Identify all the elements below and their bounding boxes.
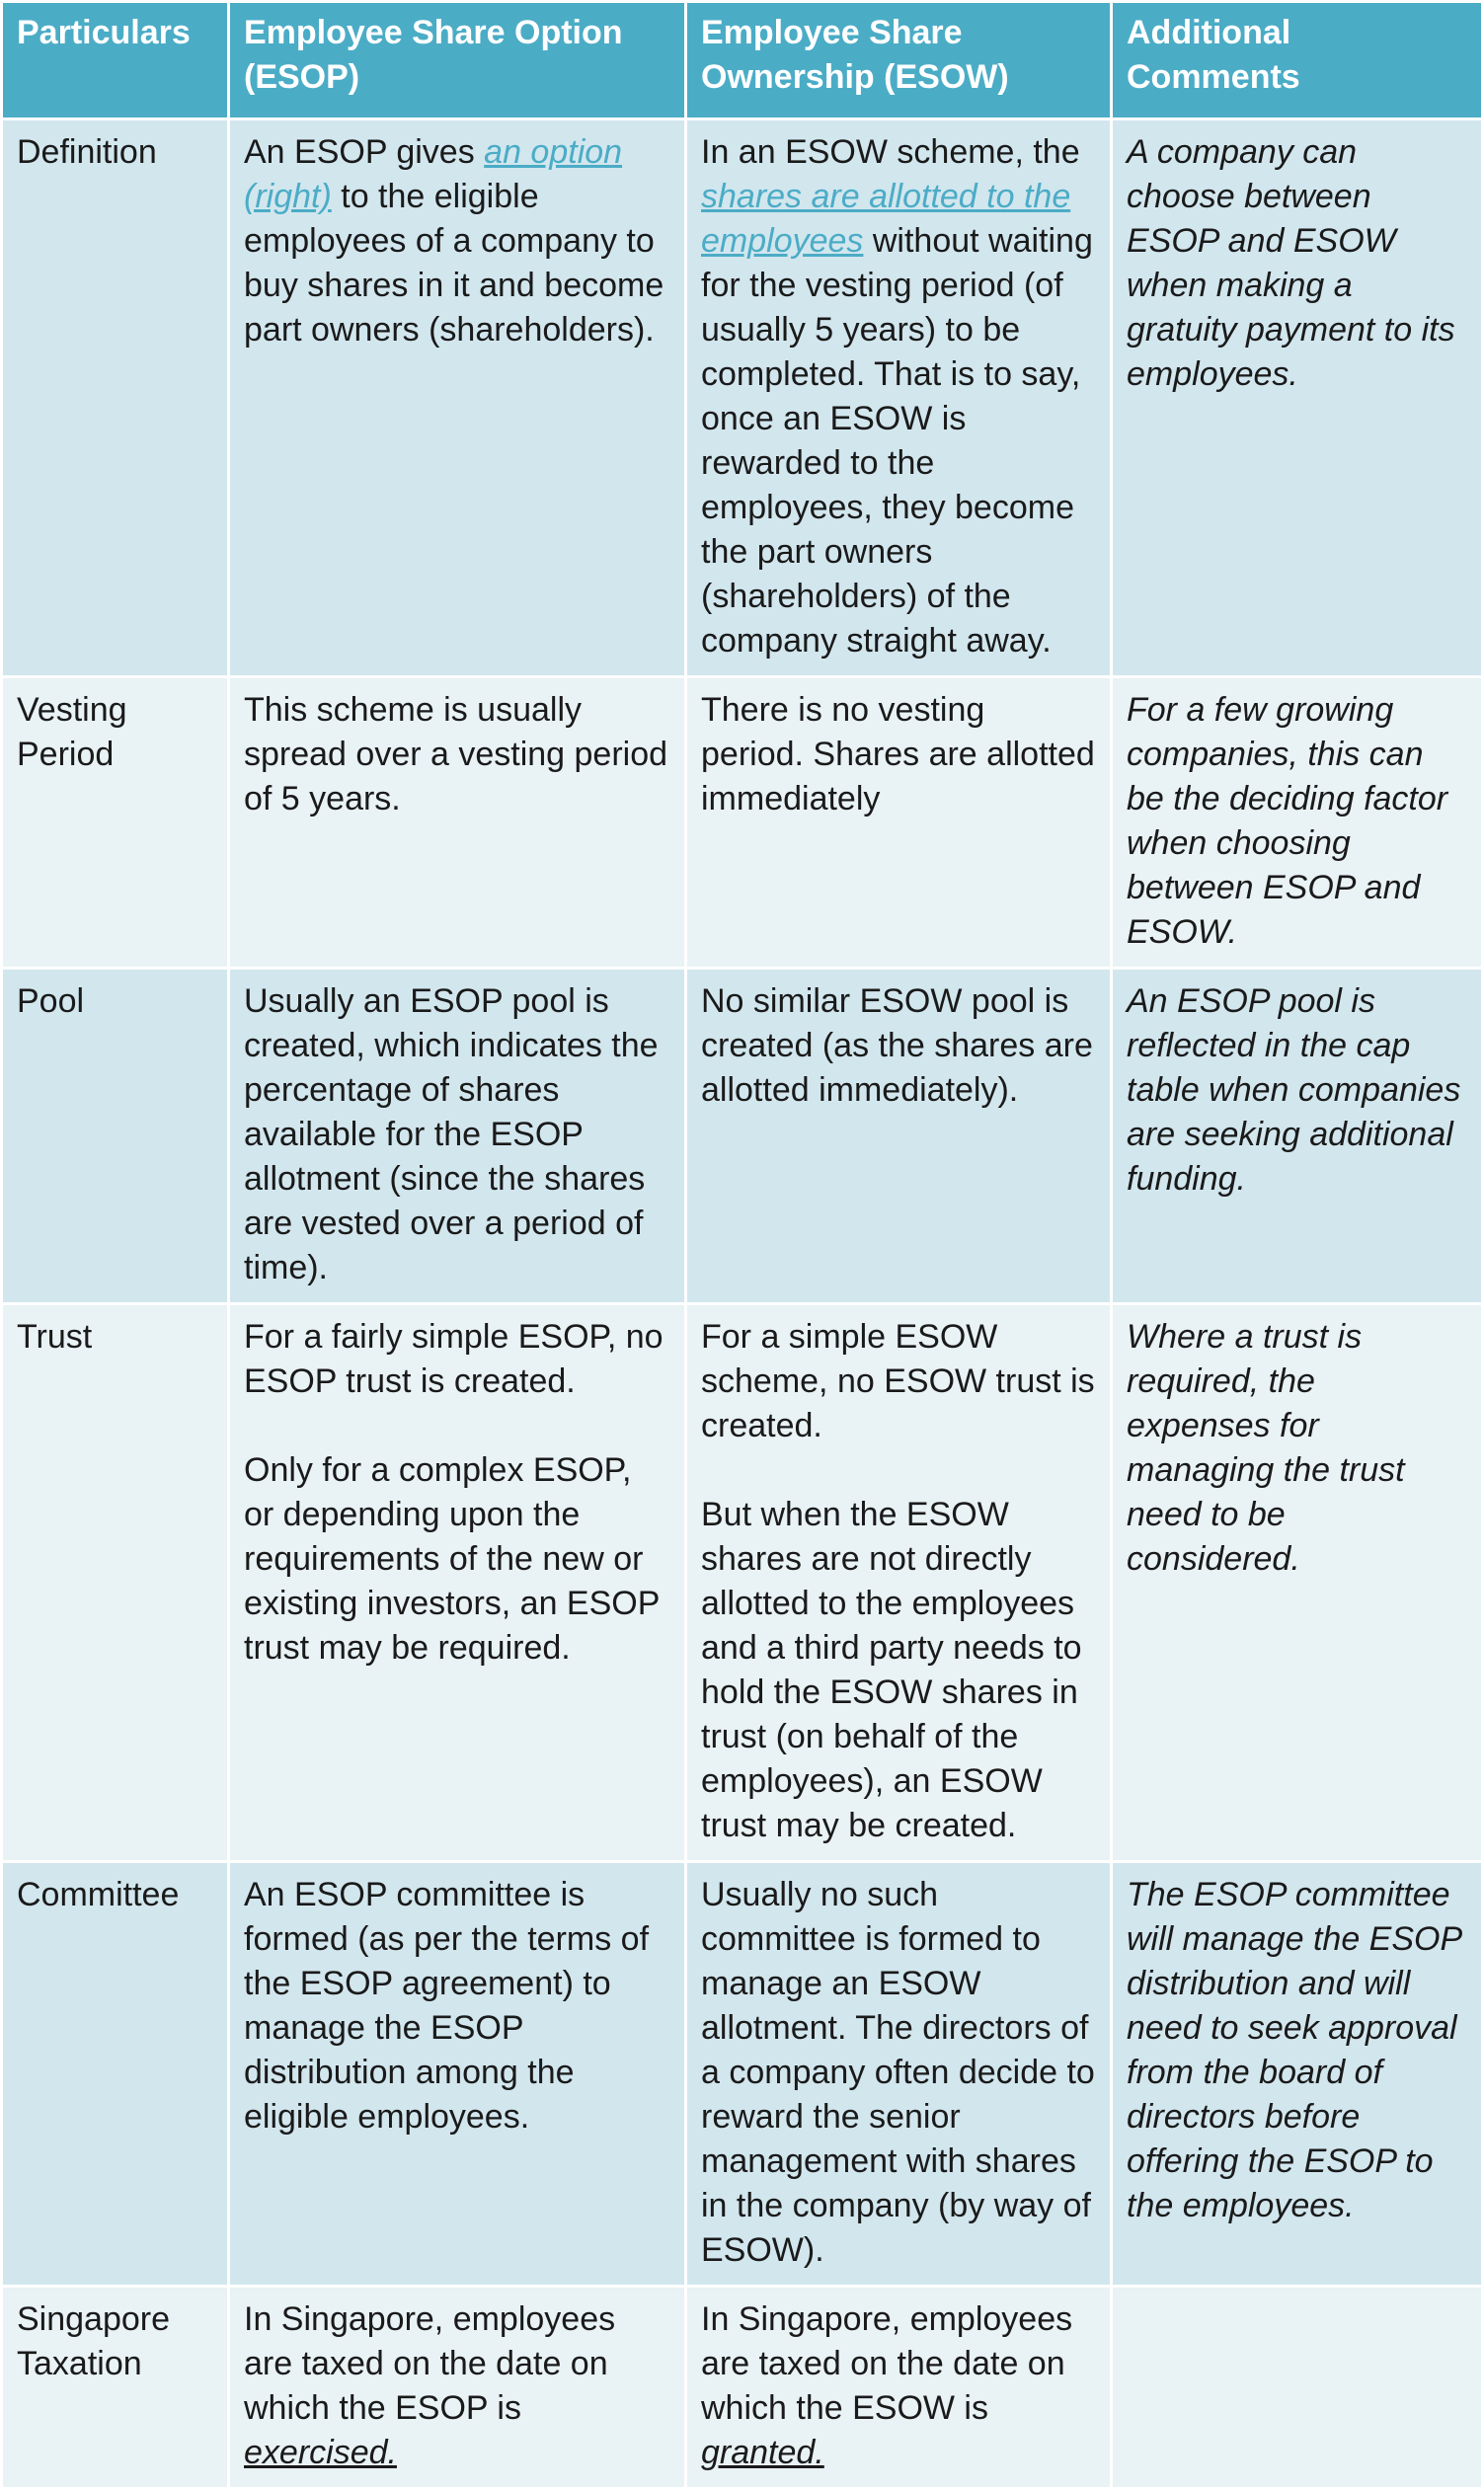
row-label-definition: Definition <box>2 119 229 677</box>
trust-esop-paragraph-2: Only for a complex ESOP, or depending upon the requirements of the new or existing investors, an ESOP trust may be required. <box>244 1451 660 1667</box>
committee-comment: The ESOP committee will manage the ESOP distribution and will need to seek approval from the board of directors before offering the ESOP to the employees. <box>1112 1862 1483 2287</box>
trust-esow-cell <box>686 1304 1112 1862</box>
taxation-esop-text: In Singapore, employees are taxed on the date on which the ESOP is <box>244 2300 616 2427</box>
row-label-pool: Pool <box>2 969 229 1304</box>
header-comments: Additional Comments <box>1112 2 1483 119</box>
row-label-committee: Committee <box>2 1862 229 2287</box>
taxation-esow-text: In Singapore, employees are taxed on the date on which the ESOW is <box>701 2300 1073 2427</box>
header-particulars: Particulars <box>2 2 229 119</box>
pool-comment: An ESOP pool is reflected in the cap table when companies are seeking additional funding. <box>1112 969 1483 1304</box>
trust-esop-paragraph-1: For a fairly simple ESOP, no ESOP trust is created. <box>244 1318 664 1400</box>
definition-esow-cell <box>686 119 1112 677</box>
definition-esow-text-start: In an ESOW scheme, the <box>701 133 1080 171</box>
vesting-esop-cell: This scheme is usually spread over a vesting period of 5 years. <box>229 677 686 969</box>
row-label-vesting-period: Vesting Period <box>2 677 229 969</box>
committee-esop-cell: An ESOP committee is formed (as per the terms of the ESOP agreement) to manage the ESOP distribution among the eligible employees. <box>229 1862 686 2287</box>
granted-emphasis: granted. <box>701 2434 824 2471</box>
pool-esop-cell: Usually an ESOP pool is created, which indicates the percentage of shares available for the ESOP allotment (since the shares are vested over a period of time). <box>229 969 686 1304</box>
pool-esow-cell: No similar ESOW pool is created (as the shares are allotted immediately). <box>686 969 1112 1304</box>
definition-esop-text-end: to the eligible employees of a company to buy shares in it and become part owners (shareholders). <box>244 178 664 349</box>
definition-esow-text-end: without waiting for the vesting period (of usually 5 years) to be completed. That is to say, once an ESOW is rewarded to the employees, they become the part owners (shareholders) of the company straight away. <box>701 222 1093 660</box>
exercised-emphasis: exercised. <box>244 2434 397 2471</box>
table-row-pool <box>2 969 1483 1304</box>
table-row-definition <box>2 119 1483 677</box>
header-esow: Employee Share Ownership (ESOW) <box>686 2 1112 119</box>
vesting-esow-cell: There is no vesting period. Shares are allotted immediately <box>686 677 1112 969</box>
trust-esow-paragraph-1: For a simple ESOW scheme, no ESOW trust is created. <box>701 1318 1095 1444</box>
table-row-singapore-taxation <box>2 2287 1483 2489</box>
header-esop: Employee Share Option (ESOP) <box>229 2 686 119</box>
taxation-comment <box>1112 2287 1483 2489</box>
table-header-row <box>2 2 1483 119</box>
row-label-trust: Trust <box>2 1304 229 1862</box>
trust-comment: Where a trust is required, the expenses for managing the trust need to be considered. <box>1112 1304 1483 1862</box>
table-row-committee <box>2 1862 1483 2287</box>
vesting-comment: For a few growing companies, this can be the deciding factor when choosing between ESOP and ESOW. <box>1112 677 1483 969</box>
paragraph-gap <box>244 1404 670 1448</box>
taxation-esow-cell <box>686 2287 1112 2489</box>
trust-esop-cell <box>229 1304 686 1862</box>
shares-allotted-link[interactable]: shares are allotted to the employees <box>701 178 1071 260</box>
definition-esop-cell <box>229 119 686 677</box>
table-row-trust <box>2 1304 1483 1862</box>
definition-esop-text-start: An ESOP gives <box>244 133 485 171</box>
row-label-singapore-taxation: Singapore Taxation <box>2 2287 229 2489</box>
option-right-link[interactable]: an option (right) <box>244 133 623 215</box>
trust-esow-paragraph-2: But when the ESOW shares are not directly allotted to the employees and a third party needs to hold the ESOW shares in trust (on behalf of the employees), an ESOW trust may be created. <box>701 1496 1082 1844</box>
taxation-esop-cell <box>229 2287 686 2489</box>
paragraph-gap <box>701 1448 1096 1493</box>
table-row-vesting-period <box>2 677 1483 969</box>
committee-esow-cell: Usually no such committee is formed to manage an ESOW allotment. The directors of a company often decide to reward the senior management with shares in the company (by way of ESOW). <box>686 1862 1112 2287</box>
definition-comment: A company can choose between ESOP and ESOW when making a gratuity payment to its employees. <box>1112 119 1483 677</box>
